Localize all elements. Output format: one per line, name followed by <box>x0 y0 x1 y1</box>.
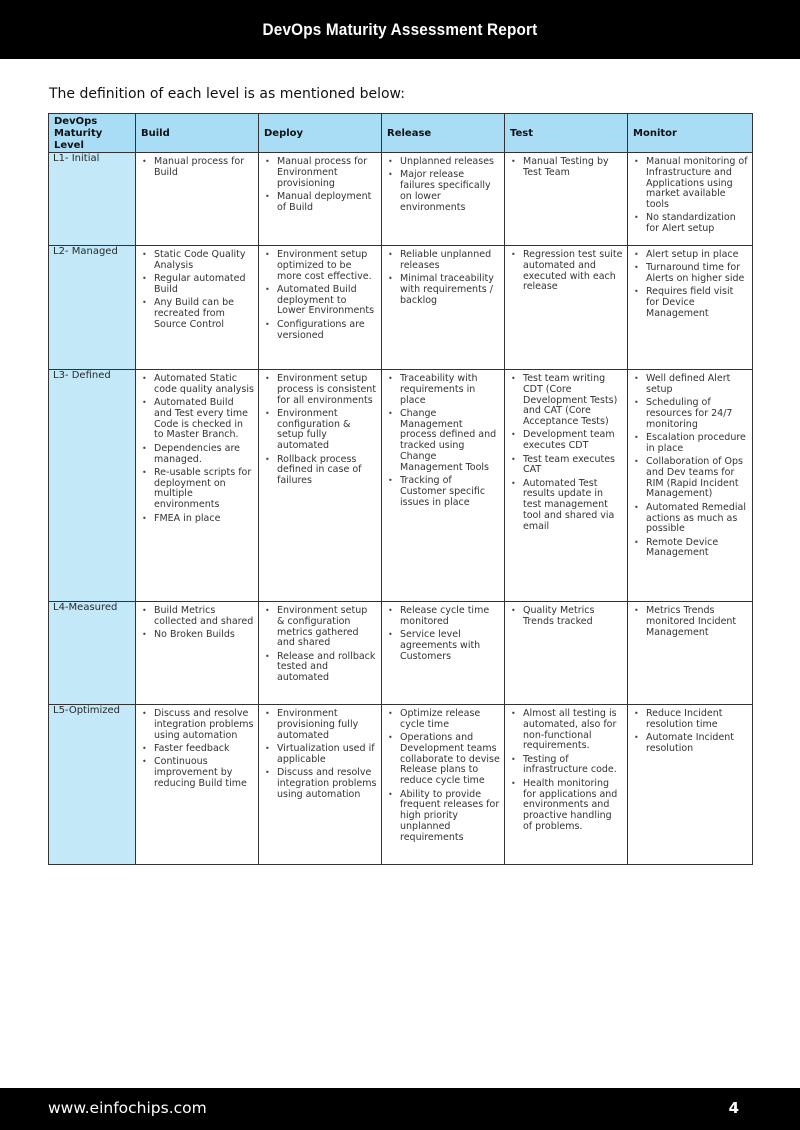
level-label: L5-Optimized <box>49 705 136 865</box>
list-item: • Collaboration of Ops and Dev teams for RIM (Rapid Incident Management) <box>632 457 748 500</box>
bullet-list <box>386 374 500 509</box>
list-item: • Test team writing CDT (Core Development Tests) and CAT (Core Acceptance Tests) <box>509 374 623 428</box>
list-item: • Manual Testing by Test Team <box>509 157 623 179</box>
table-cell <box>136 246 259 370</box>
table-cell <box>259 370 382 602</box>
bullet-list <box>509 250 623 293</box>
table-header-row <box>49 114 753 153</box>
list-item: • Environment configuration & setup fully automated <box>263 409 377 452</box>
table-cell <box>382 370 505 602</box>
table-cell <box>628 246 753 370</box>
column-header: Test <box>505 114 628 153</box>
table-cell <box>259 246 382 370</box>
list-item: • Operations and Development teams collaborate to devise Release plans to reduce cycle time <box>386 733 500 787</box>
list-item: • Environment setup optimized to be more cost effective. <box>263 250 377 282</box>
list-item: • Health monitoring for applications and environments and proactive handling of problems. <box>509 779 623 833</box>
list-item: • Faster feedback <box>140 744 254 755</box>
bullet-list <box>140 709 254 790</box>
table-cell <box>259 705 382 865</box>
bullet-list <box>263 709 377 800</box>
list-item: • Automated Build deployment to Lower Environments <box>263 285 377 317</box>
bullet-list <box>386 250 500 306</box>
list-item: • Environment setup process is consistent for all environments <box>263 374 377 406</box>
table-row <box>49 153 753 246</box>
list-item: • Scheduling of resources for 24/7 monitoring <box>632 398 748 430</box>
footer-url[interactable]: www.einfochips.com <box>48 1099 207 1117</box>
intro-text: The definition of each level is as mentioned below: <box>49 86 405 102</box>
list-item: • Requires field visit for Device Management <box>632 287 748 319</box>
table-cell <box>628 705 753 865</box>
table-row <box>49 246 753 370</box>
list-item: • Reliable unplanned releases <box>386 250 500 272</box>
table-cell <box>505 602 628 705</box>
list-item: • Minimal traceability with requirements / backlog <box>386 274 500 306</box>
bullet-list <box>632 606 748 638</box>
list-item: • Automated Test results update in test management tool and shared via email <box>509 479 623 533</box>
list-item: • Automated Static code quality analysis <box>140 374 254 396</box>
bullet-list <box>263 374 377 487</box>
level-label: L1- Initial <box>49 153 136 246</box>
list-item: • Re-usable scripts for deployment on multiple environments <box>140 468 254 511</box>
table-cell <box>628 153 753 246</box>
bullet-list <box>632 709 748 755</box>
bullet-list <box>386 606 500 662</box>
list-item: • Test team executes CAT <box>509 455 623 477</box>
list-item: • Rollback process defined in case of failures <box>263 455 377 487</box>
list-item: • Major release failures specifically on lower environments <box>386 170 500 213</box>
level-label: L2- Managed <box>49 246 136 370</box>
table-cell <box>259 602 382 705</box>
column-header: Deploy <box>259 114 382 153</box>
list-item: • Discuss and resolve integration problems using automation <box>140 709 254 741</box>
column-header: DevOps Maturity Level <box>49 114 136 153</box>
bullet-list <box>632 250 748 320</box>
table-cell <box>505 370 628 602</box>
list-item: • Manual process for Environment provisioning <box>263 157 377 189</box>
list-item: • Change Management process defined and tracked using Change Management Tools <box>386 409 500 474</box>
table-cell <box>382 246 505 370</box>
bullet-list <box>140 250 254 331</box>
list-item: • Turnaround time for Alerts on higher side <box>632 263 748 285</box>
table-cell <box>382 602 505 705</box>
column-header: Build <box>136 114 259 153</box>
list-item: • Testing of infrastructure code. <box>509 755 623 777</box>
table-cell <box>136 370 259 602</box>
list-item: • Manual deployment of Build <box>263 192 377 214</box>
table-cell <box>136 153 259 246</box>
list-item: • Continuous improvement by reducing Build time <box>140 757 254 789</box>
list-item: • Automated Remedial actions as much as possible <box>632 503 748 535</box>
bullet-list <box>509 374 623 533</box>
list-item: • Environment provisioning fully automated <box>263 709 377 741</box>
list-item: • Reduce Incident resolution time <box>632 709 748 731</box>
table-cell <box>136 602 259 705</box>
list-item: • Unplanned releases <box>386 157 500 168</box>
table-cell <box>628 370 753 602</box>
list-item: • Development team executes CDT <box>509 430 623 452</box>
page-title: DevOps Maturity Assessment Report <box>262 20 538 39</box>
list-item: • Metrics Trends monitored Incident Management <box>632 606 748 638</box>
page-number: 4 <box>728 1099 739 1117</box>
list-item: • Configurations are versioned <box>263 320 377 342</box>
table-cell <box>628 602 753 705</box>
list-item: • Virtualization used if applicable <box>263 744 377 766</box>
list-item: • Automate Incident resolution <box>632 733 748 755</box>
bullet-list <box>509 606 623 628</box>
table-row <box>49 602 753 705</box>
list-item: • Escalation procedure in place <box>632 433 748 455</box>
column-header: Monitor <box>628 114 753 153</box>
bullet-list <box>632 157 748 235</box>
bullet-list <box>140 374 254 524</box>
list-item: • Ability to provide frequent releases for high priority unplanned requirements <box>386 790 500 844</box>
bullet-list <box>140 157 254 179</box>
list-item: • Remote Device Management <box>632 538 748 560</box>
list-item: • Automated Build and Test every time Code is checked in to Master Branch. <box>140 398 254 441</box>
list-item: • Optimize release cycle time <box>386 709 500 731</box>
list-item: • Manual process for Build <box>140 157 254 179</box>
bullet-list <box>386 157 500 213</box>
list-item: • Static Code Quality Analysis <box>140 250 254 272</box>
bullet-list <box>263 250 377 341</box>
list-item: • Dependencies are managed. <box>140 444 254 466</box>
table-cell <box>505 705 628 865</box>
table-cell <box>505 153 628 246</box>
bullet-list <box>632 374 748 559</box>
bullet-list <box>509 157 623 179</box>
bullet-list <box>509 709 623 833</box>
list-item: • Well defined Alert setup <box>632 374 748 396</box>
list-item: • Environment setup & configuration metrics gathered and shared <box>263 606 377 649</box>
list-item: • Regression test suite automated and executed with each release <box>509 250 623 293</box>
table-row <box>49 705 753 865</box>
list-item: • Tracking of Customer specific issues in place <box>386 476 500 508</box>
table-row <box>49 370 753 602</box>
list-item: • Service level agreements with Customers <box>386 630 500 662</box>
table-cell <box>259 153 382 246</box>
table-cell <box>136 705 259 865</box>
list-item: • Any Build can be recreated from Source Control <box>140 298 254 330</box>
list-item: • Quality Metrics Trends tracked <box>509 606 623 628</box>
bullet-list <box>263 606 377 684</box>
list-item: • No standardization for Alert setup <box>632 213 748 235</box>
table-cell <box>505 246 628 370</box>
table-cell <box>382 705 505 865</box>
table-body <box>49 153 753 865</box>
bullet-list <box>140 606 254 641</box>
column-header: Release <box>382 114 505 153</box>
maturity-table <box>48 113 753 865</box>
table-cell <box>382 153 505 246</box>
bullet-list <box>263 157 377 213</box>
list-item: • Build Metrics collected and shared <box>140 606 254 628</box>
list-item: • FMEA in place <box>140 514 254 525</box>
list-item: • Manual monitoring of Infrastructure and Applications using market available tools <box>632 157 748 211</box>
list-item: • Alert setup in place <box>632 250 748 261</box>
level-label: L3- Defined <box>49 370 136 602</box>
list-item: • Traceability with requirements in place <box>386 374 500 406</box>
list-item: • Release cycle time monitored <box>386 606 500 628</box>
list-item: • Discuss and resolve integration problems using automation <box>263 768 377 800</box>
bullet-list <box>386 709 500 844</box>
level-label: L4-Measured <box>49 602 136 705</box>
list-item: • No Broken Builds <box>140 630 254 641</box>
list-item: • Regular automated Build <box>140 274 254 296</box>
list-item: • Almost all testing is automated, also for non-functional requirements. <box>509 709 623 752</box>
list-item: • Release and rollback tested and automated <box>263 652 377 684</box>
